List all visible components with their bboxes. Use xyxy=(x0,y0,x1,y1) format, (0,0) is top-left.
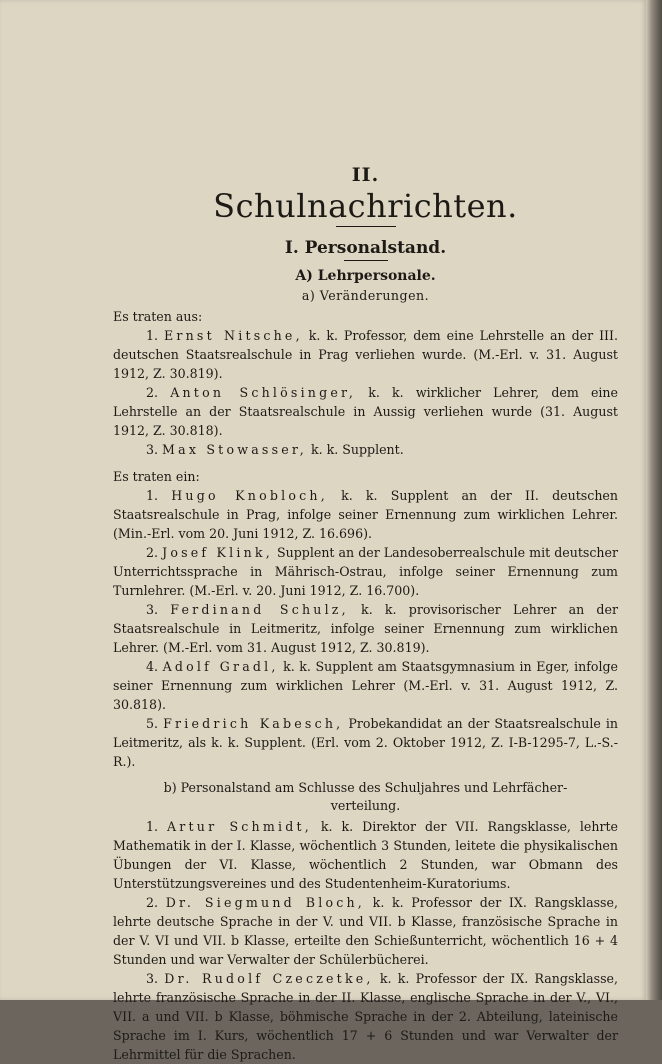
item-text: k. k. Professor der IX. Rangsklasse, lehrte deutsche Sprache in der V. und VII. b Klasse, französische Sprache in der V. VI und VII. b Klasse, erteilte den Schießunterricht, wöchentlich 16 + 4 Stunden und war Verwalter der Schülerbücherei. xyxy=(113,895,618,967)
list-item xyxy=(113,383,618,440)
page-text xyxy=(113,166,618,1064)
person-name: Dr. Siegmund Bloch, xyxy=(165,895,366,910)
subsection-title: A) Lehrpersonale. xyxy=(295,268,436,284)
left-intro: Es traten aus: xyxy=(113,309,203,324)
item-number: 4. xyxy=(146,659,159,674)
person-name: Adolf Gradl, xyxy=(162,659,279,674)
person-name: Josef Klink, xyxy=(162,545,273,560)
subsection-b-line1: b) Personalstand am Schlusse des Schuljahres und Lehrfächer- xyxy=(163,780,568,795)
list-item xyxy=(113,817,618,893)
item-number: 3. xyxy=(146,602,159,617)
page-edge xyxy=(646,0,662,1000)
person-name: Artur Schmidt, xyxy=(167,819,312,834)
item-number: 3. xyxy=(146,971,159,986)
item-text: k. k. provisorischer Lehrer an der Staatsrealschule in Leitmeritz, infolge seiner Ernennung zum wirklichen Lehrer. (M.-Erl. vom 31. August 1912, Z. 30.819). xyxy=(113,602,618,655)
item-number: 2. xyxy=(146,545,159,560)
item-text: k. k. Professor, dem eine Lehrstelle an der III. deutschen Staatsrealschule in Prag verliehen wurde. (M.-Erl. v. 31. August 1912, Z. 30.819). xyxy=(113,328,618,381)
left-staff-list xyxy=(113,326,618,459)
person-name: Ferdinand Schulz, xyxy=(170,602,349,617)
item-text: Probekandidat an der Staatsrealschule in Leitmeritz, als k. k. Supplent. (Erl. vom 2. Oktober 1912, Z. I-B-1295-7, L.-S.-R.). xyxy=(113,716,618,769)
item-number: 5. xyxy=(146,716,159,731)
person-name: Dr. Rudolf Czeczetke, xyxy=(164,971,374,986)
list-item xyxy=(113,893,618,969)
list-item xyxy=(113,440,618,459)
chapter-number: II. xyxy=(351,164,380,186)
item-text: k. k. Supplent am Staatsgymnasium in Eger, infolge seiner Ernennung zum wirklichen Lehrer (M.-Erl. v. 31. August 1912, Z. 30.818). xyxy=(113,659,618,712)
divider xyxy=(344,260,388,261)
item-number: 1. xyxy=(146,819,159,834)
item-text: k. k. Supplent. xyxy=(306,442,404,457)
item-number: 2. xyxy=(146,895,159,910)
item-text: k. k. Supplent an der II. deutschen Staatsrealschule in Prag, infolge seiner Ernennung zum wirklichen Lehrer. (Min.-Erl. vom 20. Juni 1912, Z. 16.696). xyxy=(113,488,618,541)
list-item xyxy=(113,326,618,383)
person-name: Anton Schlösinger, xyxy=(170,385,357,400)
person-name: Ernst Nitsche, xyxy=(164,328,303,343)
subsection-b-title xyxy=(113,779,618,815)
joined-staff-list xyxy=(113,486,618,771)
section-title: I. Personalstand. xyxy=(284,238,447,258)
list-item xyxy=(113,657,618,714)
list-item xyxy=(113,486,618,543)
list-item xyxy=(113,600,618,657)
item-text: k. k. Professor der IX. Rangsklasse, lehrte französische Sprache in der II. Klasse, englische Sprache in der V., VI., VII. a und VII. b Klasse, böhmische Sprache in der 2. Abteilung, lateinische Sprache im I. Kurs, wöchentlich 17 + 6 Stunden und war Verwalter der Lehrmittel für die Sprachen. xyxy=(113,971,618,1062)
item-number: 2. xyxy=(146,385,159,400)
person-name: Friedrich Kabesch, xyxy=(163,716,344,731)
staff-list xyxy=(113,817,618,1064)
list-item xyxy=(113,969,618,1064)
item-number: 1. xyxy=(146,488,159,503)
person-name: Hugo Knobloch, xyxy=(171,488,328,503)
joined-intro: Es traten ein: xyxy=(113,469,200,484)
person-name: Max Stowasser, xyxy=(162,442,307,457)
item-text: Supplent an der Landesoberrealschule mit deutscher Unterrichtssprache in Mährisch-Ostrau, infolge seiner Ernennung zum Turnlehrer. (M.-Erl. v. 20. Juni 1912, Z. 16.700). xyxy=(113,545,618,598)
list-item xyxy=(113,714,618,771)
item-text: k. k. wirklicher Lehrer, dem eine Lehrstelle an der Staatsrealschule in Aussig verliehen wurde (31. August 1912, Z. 30.818). xyxy=(113,385,618,438)
item-text: k. k. Direktor der VII. Rangsklasse, lehrte Mathematik in der I. Klasse, wöchentlich 3 Stunden, leitete die physikalischen Übungen der VI. Klasse, wöchentlich 2 Stunden, war Obmann des Unterstützungsvereines und des Studentenheim-Kuratoriums. xyxy=(113,819,618,891)
item-number: 1. xyxy=(146,328,159,343)
item-number: 3. xyxy=(146,442,159,457)
list-item xyxy=(113,543,618,600)
chapter-title: Schulnachrichten. xyxy=(213,187,518,225)
subsection-b-line2: verteilung. xyxy=(330,798,401,813)
subsection-a-title: a) Veränderungen. xyxy=(301,288,430,303)
divider xyxy=(336,226,396,227)
